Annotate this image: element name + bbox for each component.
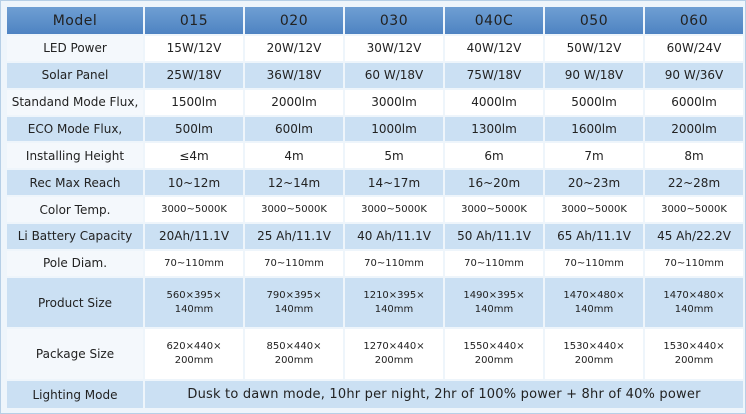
- table-cell: [645, 278, 743, 328]
- table-row: [7, 170, 743, 195]
- table-cell: 12~14m: [245, 170, 343, 195]
- table-cell: 2000lm: [245, 90, 343, 115]
- table-cell: 15W/12V: [145, 36, 243, 61]
- cell-line: 1470×480×: [563, 289, 625, 301]
- table-cell: 70~110mm: [645, 251, 743, 276]
- table-cell: 30W/12V: [345, 36, 443, 61]
- table-row: [7, 63, 743, 88]
- row-label: Standand Mode Flux,: [7, 90, 143, 115]
- table-cell: 70~110mm: [145, 251, 243, 276]
- table-cell: 3000lm: [345, 90, 443, 115]
- table-cell: 1500lm: [145, 90, 243, 115]
- table-cell: 60 W/18V: [345, 63, 443, 88]
- cell-line: 200mm: [374, 355, 414, 367]
- cell-line: 1530×440×: [563, 341, 625, 353]
- table-cell: 3000~5000K: [145, 197, 243, 222]
- table-cell: 3000~5000K: [545, 197, 643, 222]
- table-cell: 5m: [345, 143, 443, 168]
- table-cell: 5000lm: [545, 90, 643, 115]
- cell-line: 140mm: [574, 303, 614, 315]
- table-cell: ≤4m: [145, 143, 243, 168]
- table-cell: 40W/12V: [445, 36, 543, 61]
- table-cell: [245, 278, 343, 328]
- row-label: Rec Max Reach: [7, 170, 143, 195]
- table-cell: 16~20m: [445, 170, 543, 195]
- cell-line: 1210×395×: [363, 289, 425, 301]
- table-cell: 70~110mm: [545, 251, 643, 276]
- row-label: Lighting Mode: [7, 381, 143, 408]
- table-cell: [545, 329, 643, 379]
- table-cell: 45 Ah/22.2V: [645, 224, 743, 249]
- cell-line: 200mm: [174, 355, 214, 367]
- table-cell: 50 Ah/11.1V: [445, 224, 543, 249]
- table-cell: 6m: [445, 143, 543, 168]
- table-cell: 6000lm: [645, 90, 743, 115]
- table-cell: 14~17m: [345, 170, 443, 195]
- header-model-030: 030: [345, 7, 443, 34]
- header-model-040c: 040C: [445, 7, 543, 34]
- table-cell: 4000lm: [445, 90, 543, 115]
- cell-line: 790×395×: [266, 289, 322, 301]
- cell-line: 140mm: [474, 303, 514, 315]
- header-model-020: 020: [245, 7, 343, 34]
- table-cell: [145, 329, 243, 379]
- table-row-lighting-mode: [7, 381, 743, 408]
- table-row: [7, 90, 743, 115]
- row-label: Solar Panel: [7, 63, 143, 88]
- table-cell: 20Ah/11.1V: [145, 224, 243, 249]
- table-row: [7, 278, 743, 328]
- table-cell: [345, 278, 443, 328]
- row-label: Pole Diam.: [7, 251, 143, 276]
- table-cell: 20~23m: [545, 170, 643, 195]
- table-cell: [645, 329, 743, 379]
- table-cell: 90 W/18V: [545, 63, 643, 88]
- table-cell: [145, 278, 243, 328]
- table-cell: 25 Ah/11.1V: [245, 224, 343, 249]
- row-label: Color Temp.: [7, 197, 143, 222]
- cell-line: 1270×440×: [363, 341, 425, 353]
- table-cell: 36W/18V: [245, 63, 343, 88]
- row-label: LED Power: [7, 36, 143, 61]
- cell-line: 1550×440×: [463, 341, 525, 353]
- spec-table: [5, 5, 745, 410]
- table-cell: [445, 329, 543, 379]
- cell-line: 560×395×: [166, 289, 222, 301]
- table-cell: 50W/12V: [545, 36, 643, 61]
- cell-line: 200mm: [574, 355, 614, 367]
- table-cell: [345, 329, 443, 379]
- cell-line: 1490×395×: [463, 289, 525, 301]
- cell-line: 850×440×: [266, 341, 322, 353]
- table-cell: 70~110mm: [345, 251, 443, 276]
- table-cell: 1600lm: [545, 117, 643, 142]
- cell-line: 1470×480×: [663, 289, 725, 301]
- table-cell: 4m: [245, 143, 343, 168]
- table-cell: 22~28m: [645, 170, 743, 195]
- table-cell: 8m: [645, 143, 743, 168]
- table-cell: 600lm: [245, 117, 343, 142]
- table-cell: 75W/18V: [445, 63, 543, 88]
- row-label: Installing Height: [7, 143, 143, 168]
- table-cell: 3000~5000K: [645, 197, 743, 222]
- cell-line: 200mm: [674, 355, 714, 367]
- row-label: ECO Mode Flux,: [7, 117, 143, 142]
- table-row: [7, 224, 743, 249]
- cell-line: 140mm: [374, 303, 414, 315]
- header-model-015: 015: [145, 7, 243, 34]
- header-model-050: 050: [545, 7, 643, 34]
- table-cell: 65 Ah/11.1V: [545, 224, 643, 249]
- lighting-mode-value: Dusk to dawn mode, 10hr per night, 2hr of 100% power + 8hr of 40% power: [145, 381, 743, 408]
- table-row: [7, 36, 743, 61]
- row-label: Li Battery Capacity: [7, 224, 143, 249]
- row-label: Package Size: [7, 329, 143, 379]
- table-cell: 70~110mm: [245, 251, 343, 276]
- table-cell: 25W/18V: [145, 63, 243, 88]
- cell-line: 140mm: [174, 303, 214, 315]
- table-cell: 7m: [545, 143, 643, 168]
- table-cell: 2000lm: [645, 117, 743, 142]
- cell-line: 620×440×: [166, 341, 222, 353]
- table-cell: 3000~5000K: [245, 197, 343, 222]
- header-model-060: 060: [645, 7, 743, 34]
- table-row: [7, 329, 743, 379]
- table-cell: 3000~5000K: [345, 197, 443, 222]
- table-cell: 40 Ah/11.1V: [345, 224, 443, 249]
- table-row: [7, 251, 743, 276]
- table-cell: [545, 278, 643, 328]
- table-cell: 20W/12V: [245, 36, 343, 61]
- table-cell: 70~110mm: [445, 251, 543, 276]
- table-row: [7, 197, 743, 222]
- header-model: Model: [7, 7, 143, 34]
- row-label: Product Size: [7, 278, 143, 328]
- table-row: [7, 117, 743, 142]
- table-cell: 500lm: [145, 117, 243, 142]
- table-cell: 1300lm: [445, 117, 543, 142]
- cell-line: 140mm: [274, 303, 314, 315]
- table-cell: 1000lm: [345, 117, 443, 142]
- table-row: [7, 143, 743, 168]
- table-cell: [445, 278, 543, 328]
- cell-line: 200mm: [474, 355, 514, 367]
- table-cell: 3000~5000K: [445, 197, 543, 222]
- header-row: [7, 7, 743, 34]
- cell-line: 200mm: [274, 355, 314, 367]
- table-cell: [245, 329, 343, 379]
- table-cell: 90 W/36V: [645, 63, 743, 88]
- cell-line: 140mm: [674, 303, 714, 315]
- cell-line: 1530×440×: [663, 341, 725, 353]
- table-cell: 10~12m: [145, 170, 243, 195]
- table-cell: 60W/24V: [645, 36, 743, 61]
